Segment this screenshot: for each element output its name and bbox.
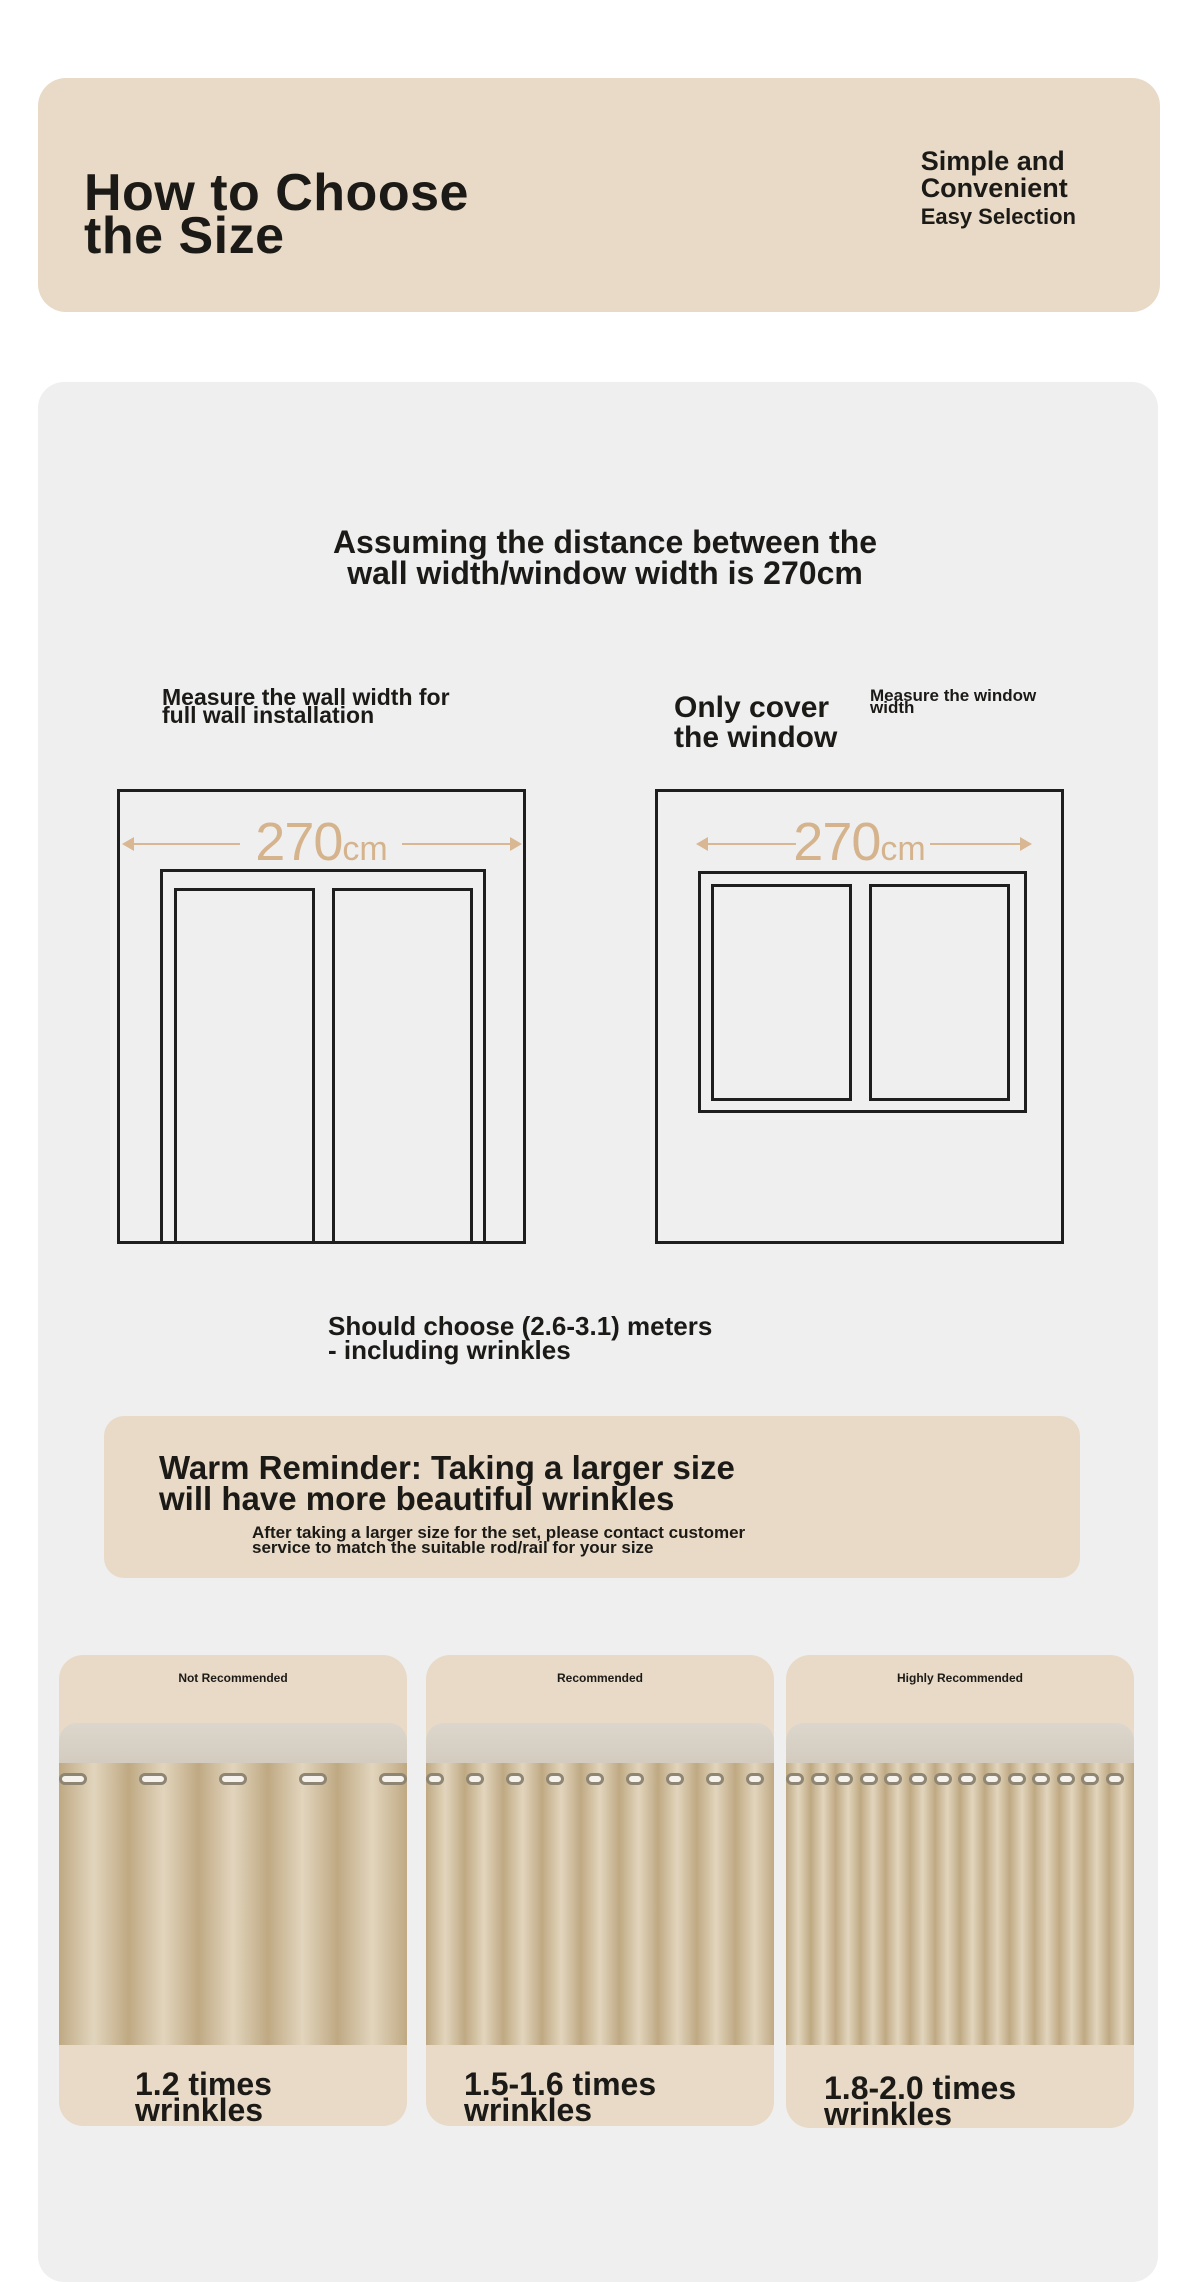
window-cover-label: Only cover the window (674, 691, 838, 754)
curtain-rings (786, 1773, 1134, 1789)
reminder-title: Warm Reminder: Taking a larger size will have more beautiful wrinkles (159, 1449, 735, 1517)
wall-diagram (117, 789, 526, 1244)
header-tagline (921, 148, 1076, 230)
grommet-ring (506, 1773, 524, 1785)
curtain-image (426, 1723, 774, 2045)
card-label: 1.5-1.6 times wrinkles (464, 2066, 657, 2126)
window-dimension-value (658, 812, 1061, 879)
assumption-text: Assuming the distance between the wall width/window width is 270cm (332, 524, 878, 591)
grommet-ring (379, 1773, 407, 1785)
wrinkle-card-1 (59, 1655, 407, 2126)
grommet-ring (59, 1773, 87, 1785)
window-pane-right (869, 884, 1010, 1101)
grommet-ring (1057, 1773, 1075, 1785)
wrinkle-card-2 (426, 1655, 774, 2126)
grommet-ring (546, 1773, 564, 1785)
arrow-right-icon (510, 837, 522, 851)
grommet-ring (884, 1773, 902, 1785)
page-title: How to Choose the Size (84, 164, 469, 265)
curtain-fabric (786, 1763, 1134, 2045)
curtain-fabric (59, 1763, 407, 2045)
curtain-image (59, 1723, 407, 2045)
reminder-subtitle: After taking a larger size for the set, please contact customer service to match the suitable rod/rail for your size (252, 1523, 746, 1557)
grommet-ring (219, 1773, 247, 1785)
dimension-line (402, 843, 510, 845)
card-title: Recommended (556, 1671, 644, 1685)
grommet-ring (983, 1773, 1001, 1785)
grommet-ring (786, 1773, 804, 1785)
grommet-ring (1106, 1773, 1124, 1785)
header-banner (38, 78, 1160, 312)
card-title: Not Recommended (178, 1671, 288, 1685)
door-leaf-right (332, 888, 473, 1244)
card-label: 1.2 times wrinkles (135, 2066, 272, 2126)
grommet-ring (909, 1773, 927, 1785)
grommet-ring (860, 1773, 878, 1785)
window-pane-left (711, 884, 852, 1101)
grommet-ring (299, 1773, 327, 1785)
measure-number: 270 (255, 812, 343, 872)
window-diagram (655, 789, 1064, 1244)
curtain-image (786, 1723, 1134, 2045)
wrinkle-card-3 (786, 1655, 1134, 2128)
tagline-sub: Easy Selection (920, 204, 1076, 229)
window-measure-label: Measure the window width (870, 686, 1037, 717)
grommet-ring (139, 1773, 167, 1785)
grommet-ring (811, 1773, 829, 1785)
curtain-fabric (426, 1763, 774, 2045)
grommet-ring (626, 1773, 644, 1785)
grommet-ring (426, 1773, 444, 1785)
warm-reminder-box (104, 1416, 1080, 1578)
dimension-line (930, 843, 1022, 845)
curtain-rings (59, 1773, 407, 1789)
grommet-ring (835, 1773, 853, 1785)
wall-dimension (120, 812, 523, 872)
card-label: 1.8-2.0 times wrinkles (824, 2070, 1017, 2128)
tagline-main: Simple and Convenient (920, 146, 1068, 203)
grommet-ring (586, 1773, 604, 1785)
grommet-ring (1032, 1773, 1050, 1785)
grommet-ring (1081, 1773, 1099, 1785)
grommet-ring (1008, 1773, 1026, 1785)
card-title: Highly Recommended (896, 1671, 1024, 1685)
measure-unit: cm (342, 830, 388, 868)
grommet-ring (666, 1773, 684, 1785)
door-leaf-left (174, 888, 315, 1244)
wall-measure-label: Measure the wall width for full wall installation (162, 684, 450, 728)
grommet-ring (706, 1773, 724, 1785)
window-frame (698, 871, 1027, 1113)
grommet-ring (934, 1773, 952, 1785)
grommet-ring (746, 1773, 764, 1785)
grommet-ring (958, 1773, 976, 1785)
size-recommendation: Should choose (2.6-3.1) meters - including wrinkles (328, 1311, 713, 1365)
curtain-rings (426, 1773, 774, 1789)
arrow-right-icon (1020, 837, 1032, 851)
measure-number: 270 (793, 812, 881, 872)
door-frame (160, 869, 486, 1241)
grommet-ring (466, 1773, 484, 1785)
measure-unit: cm (880, 830, 926, 868)
window-dimension (658, 812, 1061, 872)
